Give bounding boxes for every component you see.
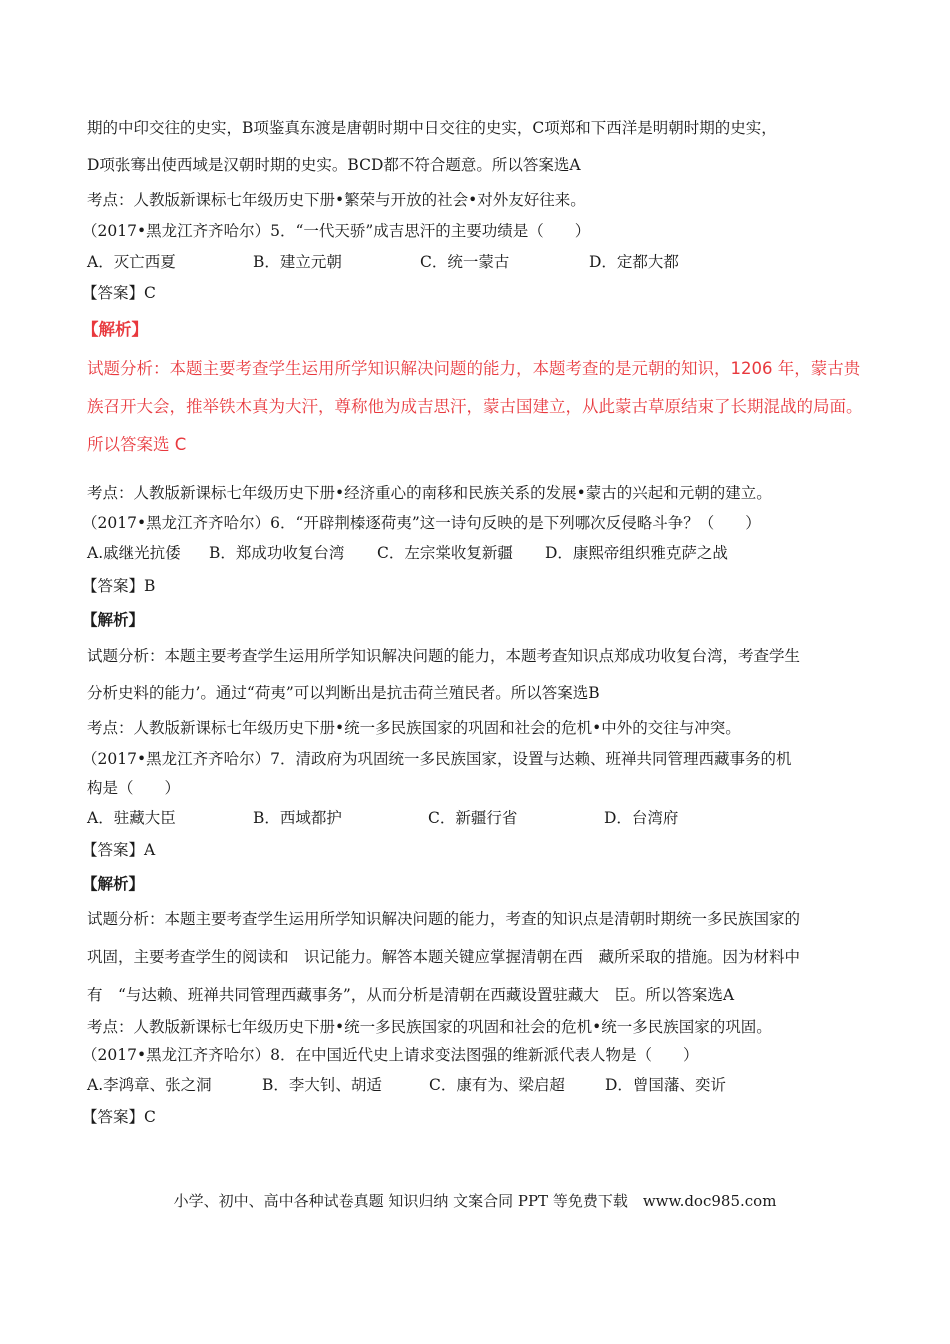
question-7-options	[87, 808, 867, 828]
option-c: C．康有为、梁启超	[429, 1076, 565, 1094]
analysis-heading: 【解析】	[82, 320, 148, 339]
analysis-red-line: 所以答案选 C	[87, 435, 187, 454]
option-c: C．左宗棠收复新疆	[377, 544, 513, 562]
option-d: D．曾国藩、奕䜣	[605, 1076, 726, 1094]
kaodian-line: 考点：人教版新课标七年级历史下册•统一多民族国家的巩固和社会的危机•统一多民族国家的巩固。	[87, 1018, 772, 1036]
kaodian-line: 考点：人教版新课标七年级历史下册•繁荣与开放的社会•对外友好往来。	[87, 191, 586, 209]
option-a: A．驻藏大臣	[87, 809, 176, 827]
question-6: （2017•黑龙江齐齐哈尔）6．“开辟荆榛逐荷夷”这一诗句反映的是下列哪次反侵略斗争？（ ）	[82, 514, 761, 532]
option-b: B．郑成功收复台湾	[209, 544, 345, 562]
option-d: D．定都大都	[589, 253, 679, 271]
question-7: （2017•黑龙江齐齐哈尔）7．清政府为巩固统一多民族国家，设置与达赖、班禅共同管理西藏事务的机	[82, 750, 792, 768]
analysis-line: 分析史料的能力’。通过“荷夷”可以判断出是抗击荷兰殖民者。所以答案选B	[87, 684, 600, 702]
option-d: D．康熙帝组织雅克萨之战	[545, 544, 728, 562]
question-5: （2017•黑龙江齐齐哈尔）5．“一代天骄”成吉思汗的主要功绩是（ ）	[82, 222, 591, 240]
option-b: B．李大钊、胡适	[262, 1076, 382, 1094]
answer-label: 【答案】A	[82, 841, 156, 859]
option-a: A.李鸿章、张之洞	[87, 1076, 212, 1094]
analysis-line: 巩固，主要考查学生的阅读和 识记能力。解答本题关键应掌握清朝在西 藏所采取的措施。因为材料中	[87, 948, 801, 966]
question-6-options	[87, 543, 867, 563]
option-a: A．灭亡西夏	[87, 253, 176, 271]
option-d: D．台湾府	[604, 809, 679, 827]
kaodian-line: 考点：人教版新课标七年级历史下册•经济重心的南移和民族关系的发展•蒙古的兴起和元朝的建立。	[87, 484, 772, 502]
answer-label: 【答案】C	[82, 284, 156, 302]
question-7-cont: 构是（ ）	[87, 779, 181, 797]
page-footer: 小学、初中、高中各种试卷真题 知识归纳 文案合同 PPT 等免费下载 www.doc985.com	[173, 1192, 777, 1210]
analysis-line: 试题分析：本题主要考查学生运用所学知识解决问题的能力，本题考查知识点郑成功收复台湾，考查学生	[87, 647, 801, 665]
analysis-red-line: 族召开大会，推举铁木真为大汗，尊称他为成吉思汗，蒙古国建立，从此蒙古草原结束了长期混战的局面。	[87, 397, 863, 416]
kaodian-line: 考点：人教版新课标七年级历史下册•统一多民族国家的巩固和社会的危机•中外的交往与冲突。	[87, 719, 741, 737]
option-a: A.戚继光抗倭	[87, 544, 181, 562]
option-c: C．新疆行省	[428, 809, 518, 827]
analysis-heading: 【解析】	[82, 610, 145, 629]
analysis-line: 有 “与达赖、班禅共同管理西藏事务”，从而分析是清朝在西藏设置驻藏大 臣。所以答案选A	[87, 986, 735, 1004]
analysis-line: 试题分析：本题主要考查学生运用所学知识解决问题的能力，考查的知识点是清朝时期统一多民族国家的	[87, 910, 801, 928]
question-5-options	[87, 252, 867, 272]
question-8: （2017•黑龙江齐齐哈尔）8．在中国近代史上请求变法图强的维新派代表人物是（ ）	[82, 1046, 699, 1064]
option-c: C．统一蒙古	[420, 253, 510, 271]
option-b: B．建立元朝	[253, 253, 342, 271]
text-line: D项张骞出使西域是汉朝时期的史实。BCD都不符合题意。所以答案选A	[87, 156, 581, 174]
analysis-red-line: 试题分析：本题主要考查学生运用所学知识解决问题的能力，本题考查的是元朝的知识，1206 年，蒙古贵	[87, 359, 861, 378]
answer-label: 【答案】C	[82, 1108, 156, 1126]
answer-label: 【答案】B	[82, 577, 156, 595]
analysis-heading: 【解析】	[82, 874, 145, 893]
text-line: 期的中印交往的史实，B项鉴真东渡是唐朝时期中日交往的史实，C项郑和下西洋是明朝时期的史实，	[87, 119, 777, 137]
option-b: B．西域都护	[253, 809, 342, 827]
question-8-options	[87, 1075, 867, 1095]
